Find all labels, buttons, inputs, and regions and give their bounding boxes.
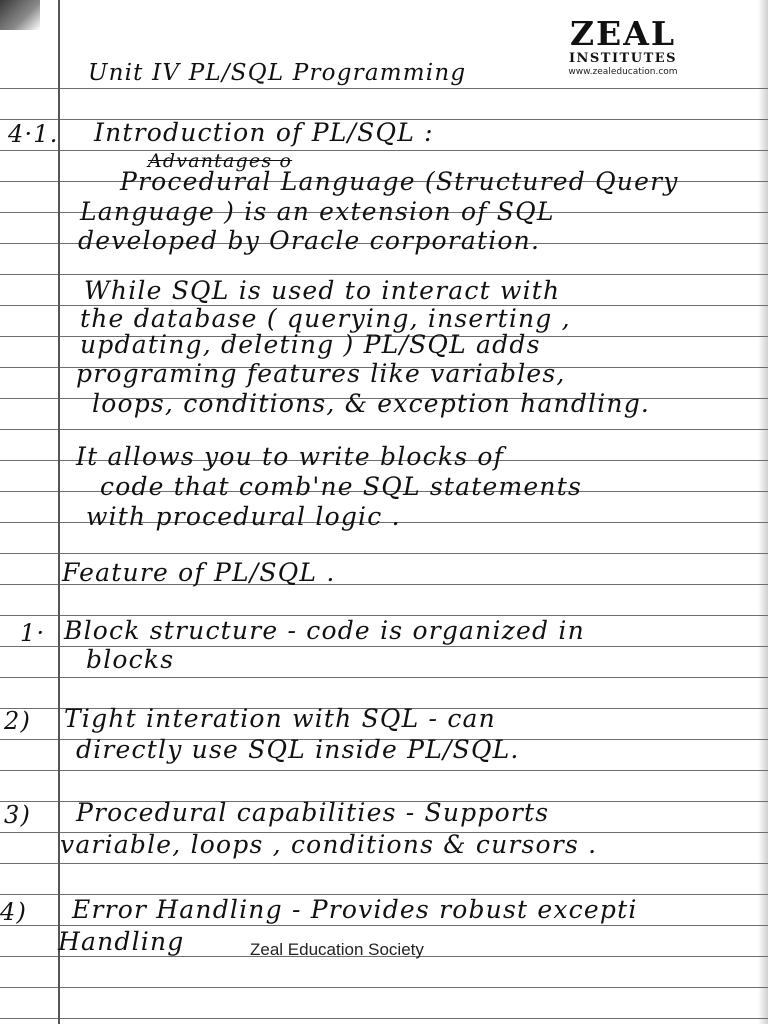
ruled-line — [0, 677, 768, 678]
ruled-line — [0, 274, 768, 275]
para2-line: the database ( querying, inserting , — [80, 304, 571, 333]
para3-line: code that comb'ne SQL statements — [100, 472, 582, 501]
feature-line: variable, loops , conditions & cursors . — [60, 830, 598, 859]
right-edge-shadow — [758, 0, 768, 1024]
logo-name: ZEAL — [569, 14, 677, 53]
ruled-line — [0, 925, 768, 926]
feature-line: Block structure - code is organized in — [64, 616, 585, 645]
watermark: Zeal Education Society — [250, 940, 424, 959]
unit-title: Unit IV PL/SQL Programming — [88, 60, 467, 86]
ruled-line — [0, 1018, 768, 1019]
ruled-line — [0, 553, 768, 554]
feature-number: 1· — [20, 619, 46, 647]
intro-line: Language ) is an extension of SQL — [80, 197, 555, 226]
zeal-logo — [548, 16, 698, 78]
intro-line: developed by Oracle corporation. — [78, 226, 541, 255]
para3-line: with procedural logic . — [86, 502, 401, 531]
para2-line: programing features like variables, — [76, 359, 566, 388]
feature-number: 3) — [4, 801, 32, 829]
feature-line: blocks — [86, 645, 175, 674]
section-number: 4·1. — [8, 120, 59, 148]
margin-line — [58, 0, 60, 1024]
logo-url: www.zealeducation.com — [568, 67, 678, 77]
feature-number: 4) — [0, 898, 28, 926]
ruled-line — [0, 150, 768, 151]
feature-number: 2) — [4, 707, 32, 735]
features-heading: Feature of PL/SQL . — [62, 558, 336, 587]
para2-line: updating, deleting ) PL/SQL adds — [80, 330, 541, 359]
feature-line: Procedural capabilities - Supports — [76, 798, 550, 827]
corner-shadow — [0, 0, 40, 30]
intro-line: Procedural Language (Structured Query — [120, 167, 679, 196]
ruled-line — [0, 770, 768, 771]
logo-subtitle: INSTITUTES — [568, 51, 678, 66]
para2-line: loops, conditions, & exception handling. — [92, 389, 651, 418]
ruled-line — [0, 863, 768, 864]
struck-word: Advantages o — [148, 150, 293, 172]
feature-line: Error Handling - Provides robust excepti — [72, 895, 638, 924]
feature-line: Tight interation with SQL - can — [64, 704, 496, 733]
ruled-line — [0, 429, 768, 430]
para2-line: While SQL is used to interact with — [84, 276, 561, 305]
ruled-line — [0, 987, 768, 988]
para3-line: It allows you to write blocks of — [76, 442, 505, 471]
section-title: Introduction of PL/SQL : — [94, 118, 434, 147]
ruled-line — [0, 88, 768, 89]
feature-line: Handling — [58, 927, 185, 956]
feature-line: directly use SQL inside PL/SQL. — [76, 735, 520, 764]
